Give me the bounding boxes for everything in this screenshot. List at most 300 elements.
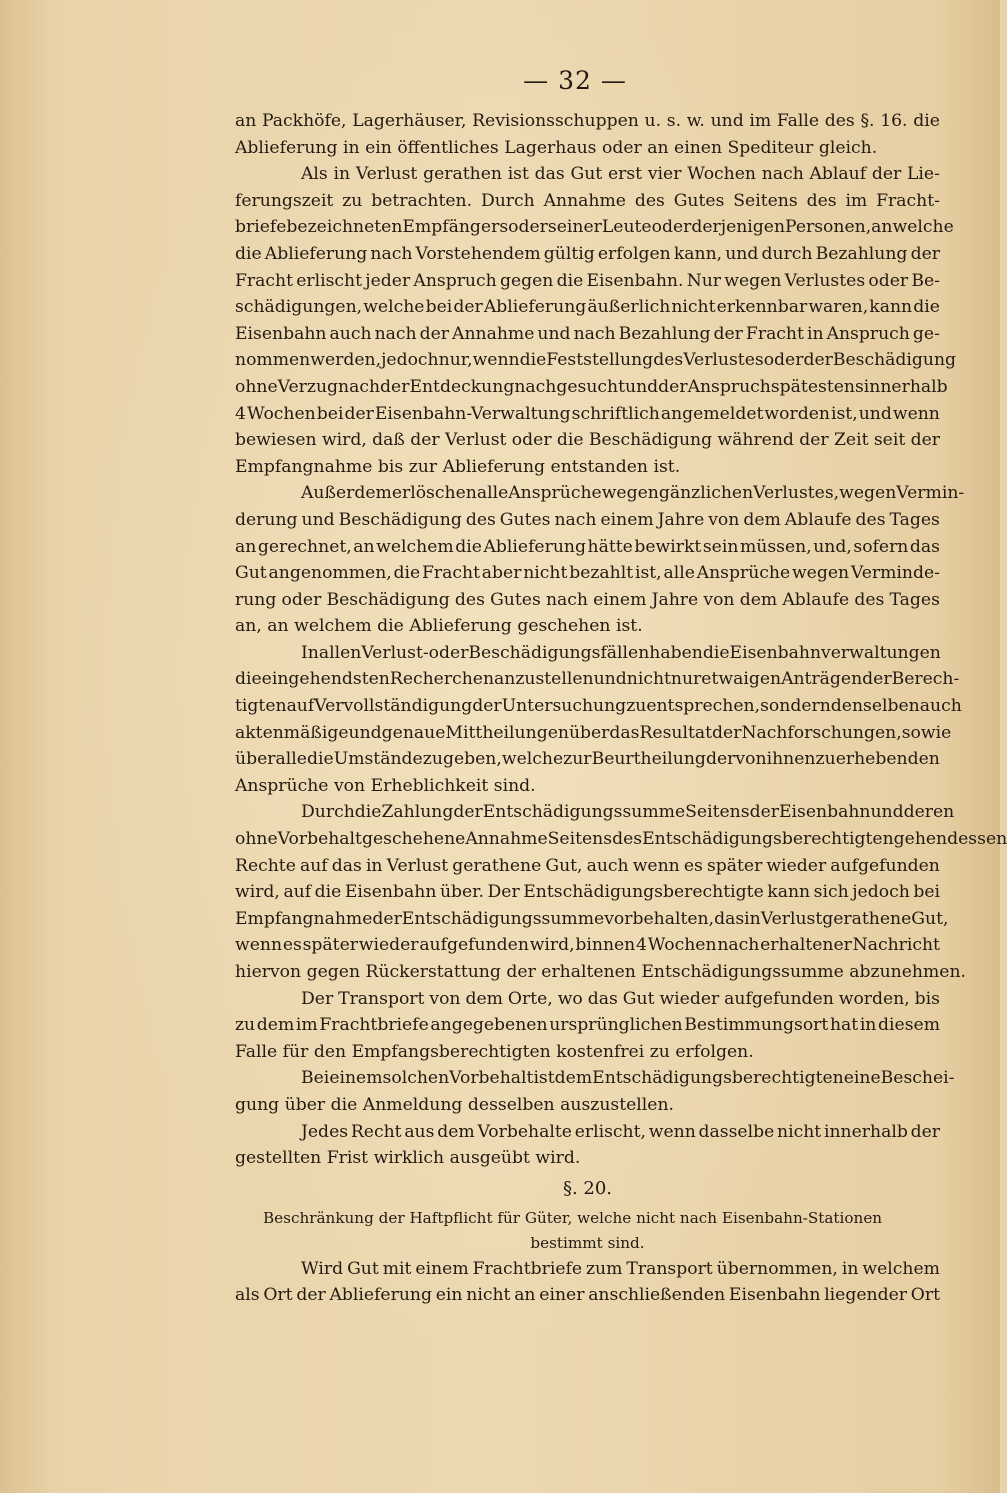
word: einem (593, 589, 647, 610)
word: dem (465, 988, 503, 1009)
word: das (714, 908, 745, 929)
word: bei (425, 297, 453, 318)
word: aktenmäßige (235, 722, 349, 743)
word: erlöschen (391, 483, 477, 504)
word: Anträgen (781, 669, 863, 690)
word: kann (767, 882, 811, 903)
word: Ansprüche (696, 563, 791, 584)
text-line (235, 853, 940, 880)
word: entstanden (550, 456, 648, 477)
word: an (267, 616, 289, 637)
word: und (301, 509, 335, 530)
word: oder (868, 270, 909, 291)
word: Anspruch (413, 270, 497, 291)
word: dessen (947, 829, 1007, 850)
word: Der (301, 988, 334, 1009)
text-line (235, 374, 948, 401)
word: Beschei- (880, 1068, 955, 1089)
word: Eisenbahnverwaltungen (729, 642, 941, 663)
word: Beurtheilung (591, 749, 706, 770)
word: sein (702, 536, 739, 557)
word: derjenigen (691, 217, 786, 238)
word: Beschädigung (832, 350, 957, 371)
word: die (455, 536, 482, 557)
word: ein (435, 1285, 463, 1306)
word: als (235, 1285, 260, 1306)
word: Ablieferung (483, 297, 587, 318)
word: für (282, 1041, 309, 1062)
word: Beschädigung (338, 509, 462, 530)
word: nach (370, 243, 413, 264)
word: Empfangsberechtigten (351, 1041, 551, 1062)
word: der (453, 802, 483, 823)
word: aufgefunden (724, 988, 834, 1009)
word: kostenfrei (556, 1041, 645, 1062)
word: Bei (301, 1068, 330, 1089)
text-line (235, 480, 965, 507)
word: Vermin- (896, 483, 965, 504)
word: Verlust- (361, 642, 429, 663)
word: Vorbehalte (477, 1121, 572, 1142)
word: eingehendsten (261, 669, 390, 690)
word: Gut (570, 164, 603, 185)
word: alle (663, 563, 695, 584)
word: Lagerhaus (504, 137, 597, 158)
word: nur (670, 669, 702, 690)
word: Gutes (673, 190, 725, 211)
word: einem (329, 1068, 383, 1089)
word: 4 (235, 403, 246, 424)
word: und (725, 243, 759, 264)
word: einen (674, 137, 723, 158)
word: und (348, 722, 382, 743)
word: wird, (529, 935, 575, 956)
word: Nur (686, 270, 722, 291)
word: der (871, 164, 902, 185)
word: während (717, 430, 794, 451)
text-line (235, 214, 954, 241)
word: die (354, 802, 382, 823)
word: Verlust (386, 855, 449, 876)
word: Nachricht (852, 935, 940, 956)
word: briefe (235, 217, 287, 238)
word: wegen (724, 270, 782, 291)
word: über (284, 1094, 326, 1115)
word: diesem (878, 1015, 940, 1036)
text-line (235, 879, 940, 906)
word: geben, (442, 749, 502, 770)
word: bis (377, 456, 404, 477)
main-paragraphs (235, 108, 1007, 1172)
word: nach (573, 323, 616, 344)
text-line (235, 720, 952, 747)
word: der (380, 376, 410, 397)
word: von (708, 509, 740, 530)
word: Jahre (651, 589, 699, 610)
word: Annahme (543, 190, 626, 211)
word: gegen (306, 962, 361, 982)
word: die (330, 1094, 358, 1115)
word: des (653, 350, 684, 371)
word: ohne (235, 376, 278, 397)
word: alle (275, 749, 307, 770)
word: zu (815, 749, 836, 770)
text-line (235, 932, 940, 959)
word: Verlustes, (753, 483, 840, 504)
word: Lie- (907, 164, 940, 185)
word: über. (439, 882, 484, 903)
word: Ablieferung (442, 456, 546, 477)
word: die (556, 270, 584, 291)
word: allen (318, 642, 362, 663)
text-line (235, 826, 1007, 853)
word: wird, (321, 430, 367, 451)
word: ferungszeit (235, 190, 334, 211)
text-line (235, 1039, 940, 1066)
word: im (749, 111, 772, 131)
word: gänzlichen (658, 483, 754, 504)
word: dasselbe (698, 1121, 775, 1142)
word: Verlustes (683, 350, 764, 371)
word: Annahme (452, 323, 535, 344)
word: der (862, 669, 892, 690)
word: erfolgen. (675, 1041, 754, 1062)
word: §. (860, 111, 875, 131)
word: nommen (235, 350, 311, 371)
word: hat (829, 1015, 859, 1036)
text-line (235, 401, 940, 428)
word: Mittheilungen (445, 722, 569, 743)
word: die (306, 749, 334, 770)
word: dem (437, 1121, 475, 1142)
word: nach (717, 935, 760, 956)
word: oder (508, 217, 548, 238)
word: auszustellen. (560, 1094, 674, 1115)
word: Jedes (301, 1121, 349, 1142)
word: gleich. (818, 137, 878, 158)
text-line (235, 294, 940, 321)
word: in (841, 1258, 859, 1279)
word: Verlustes (784, 270, 866, 291)
word: ist (507, 164, 529, 185)
word: gerathen (423, 164, 502, 185)
word: an (514, 1285, 536, 1306)
word: Verzug (277, 376, 339, 397)
word: Bezahlung (815, 243, 908, 264)
word: sich (813, 882, 849, 903)
word: dem (554, 1068, 593, 1089)
word: Ablieferung (264, 243, 368, 264)
word: Durch (480, 190, 535, 211)
section-caption-line-1 (235, 1206, 940, 1231)
word: Ansprüche (508, 483, 602, 504)
word: übernommen, (716, 1258, 838, 1279)
word: Fracht (235, 270, 293, 291)
word: wo (557, 988, 583, 1009)
word: über (568, 722, 610, 743)
word: nicht (626, 669, 671, 690)
text-line (235, 1119, 940, 1146)
text-line (235, 959, 966, 986)
word: und (858, 403, 892, 424)
word: die (702, 642, 730, 663)
body-text (235, 108, 1007, 1309)
word: haben (649, 642, 703, 663)
word: Untersuchung (501, 696, 627, 717)
word: Transport (626, 1258, 713, 1279)
word: äußerlich (587, 297, 671, 318)
word: der (910, 243, 940, 264)
word: Recht (350, 1121, 402, 1142)
word: welchem (376, 536, 454, 557)
word: Anspruch (687, 376, 771, 397)
text-line (235, 1145, 940, 1172)
text-line (235, 108, 940, 135)
word: erhebenden (835, 749, 940, 770)
word: Ablaufe (784, 509, 852, 530)
section-caption-text-1: Beschränkung der Haftpflicht für Güter, welche nicht nach Eisenbahn-Stationen (263, 1208, 883, 1227)
word: später (706, 855, 763, 876)
word: ein (365, 137, 392, 158)
word: welche (892, 217, 954, 238)
word: Seitens (685, 802, 750, 823)
word: Gutes (490, 589, 541, 610)
word: Seitens (733, 190, 798, 211)
word: geschehen (517, 616, 611, 637)
word: anschließenden (588, 1285, 726, 1306)
word: an (647, 137, 669, 158)
word: anzustellen (494, 669, 594, 690)
word: den (313, 1041, 347, 1062)
word: und (710, 111, 744, 131)
word: betrachten. (371, 190, 473, 211)
word: wirklich (373, 1148, 445, 1169)
text-line (235, 135, 940, 162)
word: genaue (381, 722, 446, 743)
word: angemeldet (660, 403, 764, 424)
word: werden, (310, 350, 382, 371)
text-line (235, 1092, 940, 1119)
word: Tages (889, 589, 940, 610)
word: Eisenbahn. (586, 270, 684, 291)
word: der (658, 376, 688, 397)
word: die (314, 882, 342, 903)
word: s. (666, 111, 682, 131)
word: Empfangnahme (235, 908, 373, 929)
word: nach (374, 323, 417, 344)
word: Revisionsschuppen (472, 111, 639, 131)
word: der (705, 749, 736, 770)
word: Bezahlung (618, 323, 711, 344)
word: Bestimmungsort (684, 1015, 829, 1036)
text-line (235, 507, 940, 534)
word: Anspruch (826, 323, 910, 344)
word: einer (539, 1285, 585, 1306)
word: und (537, 323, 571, 344)
word: Annahme (465, 829, 548, 850)
word: einem (600, 509, 654, 530)
word: oder (428, 642, 469, 663)
section-caption-text-2: bestimmt sind. (530, 1233, 645, 1252)
word: worden, (838, 988, 910, 1009)
word: seit (873, 430, 906, 451)
text-line (235, 161, 940, 188)
word: die (913, 297, 940, 318)
word: In (301, 642, 319, 663)
word: von (333, 775, 366, 796)
word: bezeichneten (286, 217, 403, 238)
word: alle (476, 483, 509, 504)
word: Wochen (647, 935, 717, 956)
word: ist. (615, 616, 643, 637)
word: Eisenbahn (778, 802, 871, 823)
word: Wochen (246, 403, 316, 424)
word: des (465, 509, 496, 530)
word: des (454, 589, 485, 610)
word: Erheblichkeit (370, 775, 489, 796)
text-line (235, 799, 955, 826)
word: müssen, (739, 536, 812, 557)
word: oder (281, 589, 322, 610)
text-line (235, 906, 949, 933)
word: die (519, 350, 547, 371)
word: Gut (622, 988, 655, 1009)
word: Entdeckung (409, 376, 515, 397)
word: Gut, (911, 908, 949, 929)
word: das (609, 722, 640, 743)
word: vorbehalten, (604, 908, 715, 929)
word: zur (563, 749, 592, 770)
word: an, (235, 616, 262, 637)
text-line (235, 1012, 940, 1039)
word: auf (299, 855, 328, 876)
word: und, (813, 536, 852, 557)
word: die (235, 243, 262, 264)
word: Ort (910, 1285, 940, 1306)
word: Zeit (833, 430, 869, 451)
word: nach (554, 509, 597, 530)
word: vier (647, 164, 682, 185)
word: Durch (301, 802, 355, 823)
word: öffentliches (397, 137, 499, 158)
word: Entschädigungssumme (401, 908, 605, 929)
section-paragraph (235, 1256, 940, 1309)
word: Gut (235, 563, 267, 584)
word: wegen (839, 483, 897, 504)
word: der (910, 430, 940, 451)
word: Der (487, 882, 520, 903)
word: auch (329, 323, 372, 344)
word: bewirkt (634, 536, 702, 557)
word: das (534, 164, 565, 185)
word: an (235, 536, 257, 557)
word: mit (382, 1258, 412, 1279)
word: bewiesen (235, 430, 317, 451)
word: sowie (901, 722, 952, 743)
word: Ablieferung (235, 137, 338, 158)
word: Ablauf (809, 164, 867, 185)
word: bis (914, 988, 940, 1009)
word: seiner (547, 217, 602, 238)
word: ohne (235, 829, 278, 850)
word: zu (422, 749, 443, 770)
word: solchen (382, 1068, 450, 1089)
word: Ansprüche (235, 775, 329, 796)
word: zum (586, 1258, 623, 1279)
word: u. (644, 111, 662, 131)
word: nicht (777, 1121, 822, 1142)
word: zu (342, 190, 363, 211)
word: Nachforschungen, (741, 722, 902, 743)
word: Gut (347, 1258, 379, 1279)
text-line (235, 454, 940, 481)
word: Eisenbahn (344, 882, 437, 903)
word: oder (763, 350, 804, 371)
text-line (235, 347, 957, 374)
word: zu (626, 696, 647, 717)
text-line (235, 321, 940, 348)
word: die (913, 111, 940, 131)
text-line (235, 666, 960, 693)
word: durch (761, 243, 813, 264)
word: Außerdem (301, 483, 392, 504)
word: im (845, 190, 868, 211)
word: Vervollständigung (314, 696, 473, 717)
word: wenn (472, 350, 520, 371)
word: Ablaufe (782, 589, 850, 610)
word: bezahlt (569, 563, 634, 584)
word: das (587, 988, 618, 1009)
word: Rückerstattung (365, 962, 501, 982)
word: wieder (659, 988, 720, 1009)
word: Vorstehendem (415, 243, 541, 264)
word: zu (649, 1041, 670, 1062)
word: erlischt, (574, 1121, 646, 1142)
word: Be- (911, 270, 940, 291)
word: ist. (653, 456, 681, 477)
word: Fracht (422, 563, 480, 584)
word: ist, (634, 563, 662, 584)
word: an (353, 536, 375, 557)
text-line (235, 1282, 940, 1309)
word: bei (316, 403, 344, 424)
word: gerechnet, (257, 536, 352, 557)
word: Entschädigungsberechtigten (592, 1068, 844, 1089)
word: Packhöfe, (262, 111, 347, 131)
word: des (634, 190, 665, 211)
word: zu (235, 1015, 256, 1036)
word: binnen (575, 935, 636, 956)
word: der (410, 430, 440, 451)
word: schädigungen, (235, 297, 363, 318)
word: wegen (791, 563, 850, 584)
word: es (282, 935, 302, 956)
word: wird. (535, 1148, 581, 1169)
word: Eisenbahn-Verwaltung (374, 403, 571, 424)
word: Umstände (333, 749, 423, 770)
word: zur (408, 456, 438, 477)
word: desselben (467, 1094, 555, 1115)
text-line (235, 613, 940, 640)
word: wegen (601, 483, 659, 504)
word: Frachtbriefe (472, 1258, 583, 1279)
word: der (419, 323, 450, 344)
word: 16. (880, 111, 908, 131)
word: Transport (338, 988, 425, 1009)
word: bei (913, 882, 940, 903)
word: des (612, 829, 643, 850)
word: der (749, 802, 779, 823)
